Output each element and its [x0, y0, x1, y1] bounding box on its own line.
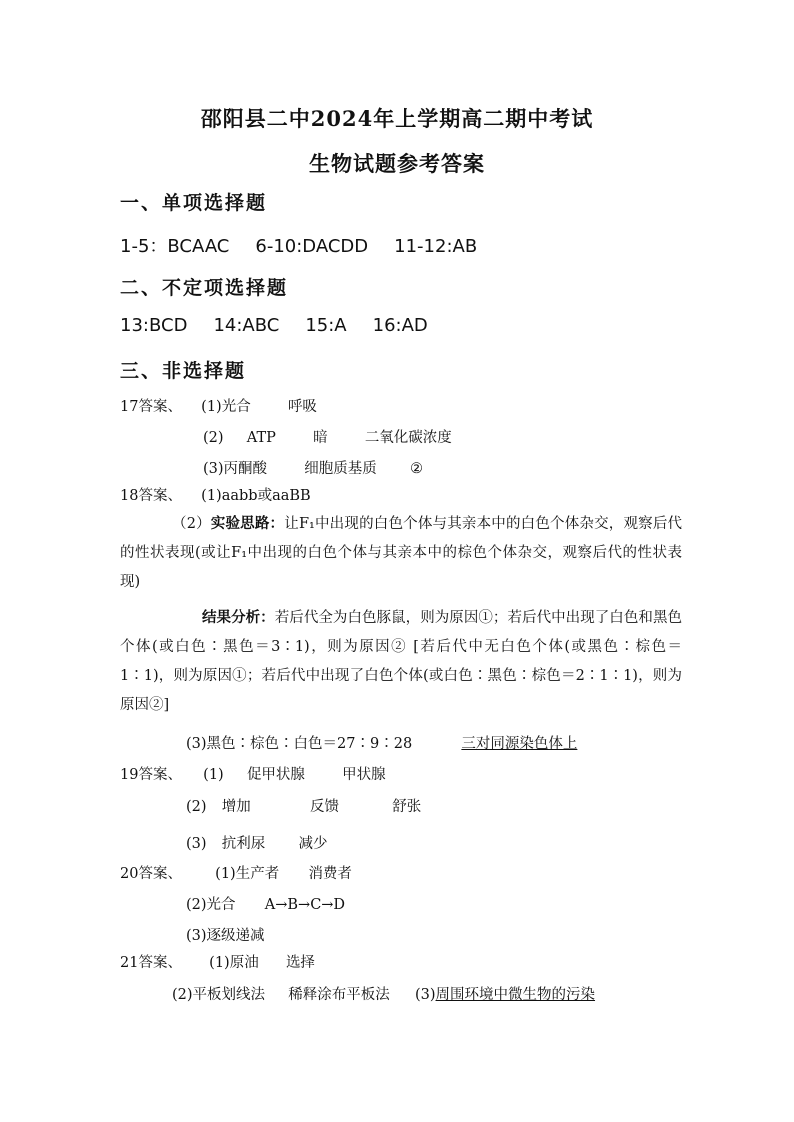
answer-group: 1-5：BCAAC [120, 236, 230, 257]
answer-group: 15:A [305, 315, 347, 336]
question-label: 21答案、 [120, 955, 182, 971]
question-label: 20答案、 [120, 866, 182, 882]
answer-text: ATP [246, 430, 276, 446]
answer-text: 若后代全为白色豚鼠，则为原因①；若后代中出现了白色和黑色个体(或白色∶黑色＝3∶1)，则为原因② [若后代中无白色个体(或黑色∶棕色＝1∶1)，则为原因①；若后代中出现了白色个体(或白色∶黑色∶棕色＝2∶1∶1)，则为原因②] [120, 610, 682, 713]
q18-answer [120, 484, 311, 505]
q20-part2 [186, 893, 345, 914]
answer-text: (3) [186, 836, 207, 852]
answer-text: 呼吸 [287, 399, 317, 415]
answer-text: 减少 [298, 836, 328, 852]
answer-group: 16:AD [372, 315, 428, 336]
doc-title: 邵阳县二中2024年上学期高二期中考试 [200, 106, 594, 131]
answer-text: 二氧化碳浓度 [364, 430, 452, 446]
answer-text: (2)平板划线法 [172, 987, 266, 1003]
answer-text: 细胞质基质 [304, 461, 377, 477]
underlined-answer: 周围环境中微生物的污染 [435, 987, 596, 1003]
q20-answer [120, 862, 352, 883]
answer-text: (3)丙酮酸 [203, 461, 268, 477]
q21-answer [120, 951, 315, 972]
answer-text: 消费者 [308, 866, 352, 882]
section-heading-single-choice: 一、单项选择题 [120, 192, 268, 214]
q17-part2 [203, 426, 452, 447]
answer-text: (3)黑色∶棕色∶白色＝27∶9∶28 [186, 736, 413, 752]
answer-group: 6-10:DACDD [255, 236, 369, 257]
answer-text: (1)生产者 [215, 866, 280, 882]
q17-part3 [203, 457, 423, 478]
bold-label: 结果分析： [202, 609, 275, 626]
answer-text: (1)光合 [201, 399, 251, 415]
q19-part3 [186, 832, 327, 853]
answer-text: 促甲状腺 [246, 767, 305, 783]
answer-text: (1) [203, 767, 224, 783]
q20-part3 [186, 924, 265, 945]
q17-answer [120, 395, 317, 416]
answer-text: (3) [414, 987, 436, 1003]
answer-text: 暗 [313, 430, 328, 446]
q18-result-analysis [120, 603, 682, 720]
doc-subtitle: 生物试题参考答案 [309, 151, 485, 176]
answer-text: 选择 [285, 955, 315, 971]
q21-part2 [172, 983, 595, 1004]
q18-experiment-idea [120, 509, 682, 597]
question-label: 17答案、 [120, 399, 182, 415]
answer-text: ② [409, 461, 423, 477]
answer-group: 11-12:AB [394, 236, 478, 257]
underlined-answer: 三对同源染色体上 [461, 736, 578, 752]
answer-text: (1)原油 [209, 955, 259, 971]
answer-text: 抗利尿 [221, 836, 266, 852]
answer-text: (2) [186, 799, 207, 815]
answer-text: 让F₁中出现的白色个体与其亲本中的白色个体杂交，观察后代的性状表现(或让F₁中出现的白色个体与其亲本中的棕色个体杂交，观察后代的性状表现) [120, 516, 683, 590]
answer-text: (1)aabb或aaBB [201, 488, 311, 504]
answer-text: (3)逐级递减 [186, 928, 265, 944]
answer-text: 舒张 [392, 799, 422, 815]
answer-text: (2)光合 [186, 897, 236, 913]
part-number: （2） [172, 516, 211, 532]
q18-part3 [186, 732, 577, 753]
answer-group: 14:ABC [213, 315, 280, 336]
q19-answer [120, 763, 386, 784]
answer-text: (2) [203, 430, 224, 446]
q19-part2 [186, 795, 421, 816]
section-heading-non-choice: 三、非选择题 [120, 360, 247, 382]
answer-text: 甲状腺 [342, 767, 386, 783]
answer-group: 13:BCD [120, 315, 188, 336]
question-label: 19答案、 [120, 767, 182, 783]
bold-label: 实验思路： [210, 515, 285, 532]
answer-text: A→B→C→D [264, 897, 346, 913]
multiple-choice-answers [120, 315, 454, 336]
section-heading-multiple-choice: 二、不定项选择题 [120, 277, 289, 299]
answer-text: 稀释涂布平板法 [288, 987, 390, 1003]
answer-text: 增加 [221, 799, 251, 815]
single-choice-answers [120, 232, 503, 258]
question-label: 18答案、 [120, 488, 182, 504]
answer-text: 反馈 [309, 799, 339, 815]
